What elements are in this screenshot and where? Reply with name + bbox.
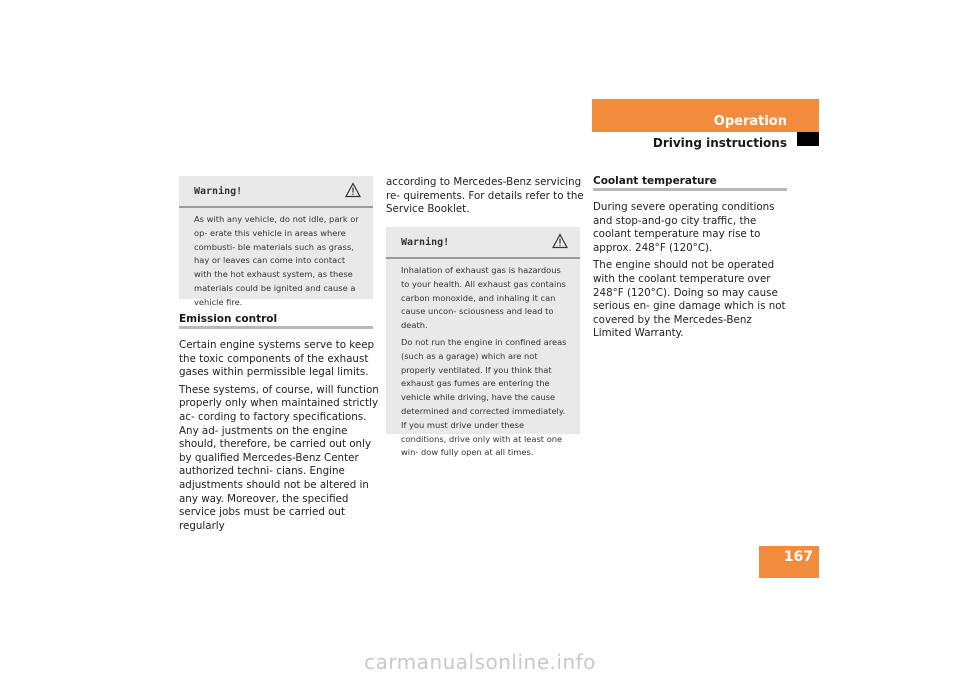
page-number: 167 [783,549,813,565]
heading-rule [179,326,373,329]
warning-text: Do not run the engine in confined areas (such as a garage) which are not properly ventilated. If you think that exhaust gas fumes are entering the vehicle while driving, have the cause determined and corrected immediately. If you must drive under these conditions, drive only with at least one win- dow fully open at all times. [401,336,567,458]
section-tab-marker [797,132,819,146]
page-number-box [759,546,819,578]
warning-body [179,208,373,319]
coolant-paragraph: During severe operating conditions and stop-and-go city traffic, the coolant temperature may rise to approx. 248°F (120°C). [593,201,775,254]
warning-header [386,227,580,259]
heading-rule [593,188,787,191]
section-title: Operation [713,114,787,129]
coolant-body [593,201,791,345]
emission-heading: Emission control [179,313,278,325]
coolant-paragraph: The engine should not be operated with the coolant temperature over 248°F (120°C). Doing so may cause serious en- gine damage which is not covered by the Mercedes-Benz Limited Warranty. [593,259,786,340]
subsection-title: Driving instructions [652,136,787,150]
warning-triangle-icon [552,233,568,249]
warning-body [386,259,580,469]
warning-text: As with any vehicle, do not idle, park or op- erate this vehicle in areas where combusti- ble materials such as grass, hay or leaves can come into contact with the hot exhaust system, as these materials could be ignited and cause a vehicle fire. [194,214,359,307]
warning-triangle-icon [345,182,361,198]
emission-paragraph: Certain engine systems serve to keep the toxic components of the exhaust gases within permissible legal limits. [179,339,375,379]
warning-box-fire [179,176,373,307]
emission-body [179,339,379,537]
emission-continued: according to Mercedes-Benz servicing re- quirements. For details refer to the Service Booklet. [386,176,584,216]
emission-paragraph: These systems, of course, will function properly only when maintained strictly ac- cording to factory specifications. Any ad- justments on the engine should, therefore, be carried out only by qualified Mercedes-Benz Center authorized techni- cians. Engine adjustments should not be altered in any way. Moreover, the specified service jobs must be carried out regularly [179,383,379,532]
warning-header [179,176,373,208]
coolant-heading: Coolant temperature [593,175,717,187]
warning-title: Warning! [194,186,243,197]
warning-title: Warning! [401,237,450,248]
warning-box-exhaust [386,227,580,458]
warning-text: Inhalation of exhaust gas is hazardous to your health. All exhaust gas contains carbon monoxide, and inhaling it can cause uncon- sciousness and lead to death. [401,265,566,331]
footer-watermark[interactable]: carmanualsonline.info [364,650,596,674]
